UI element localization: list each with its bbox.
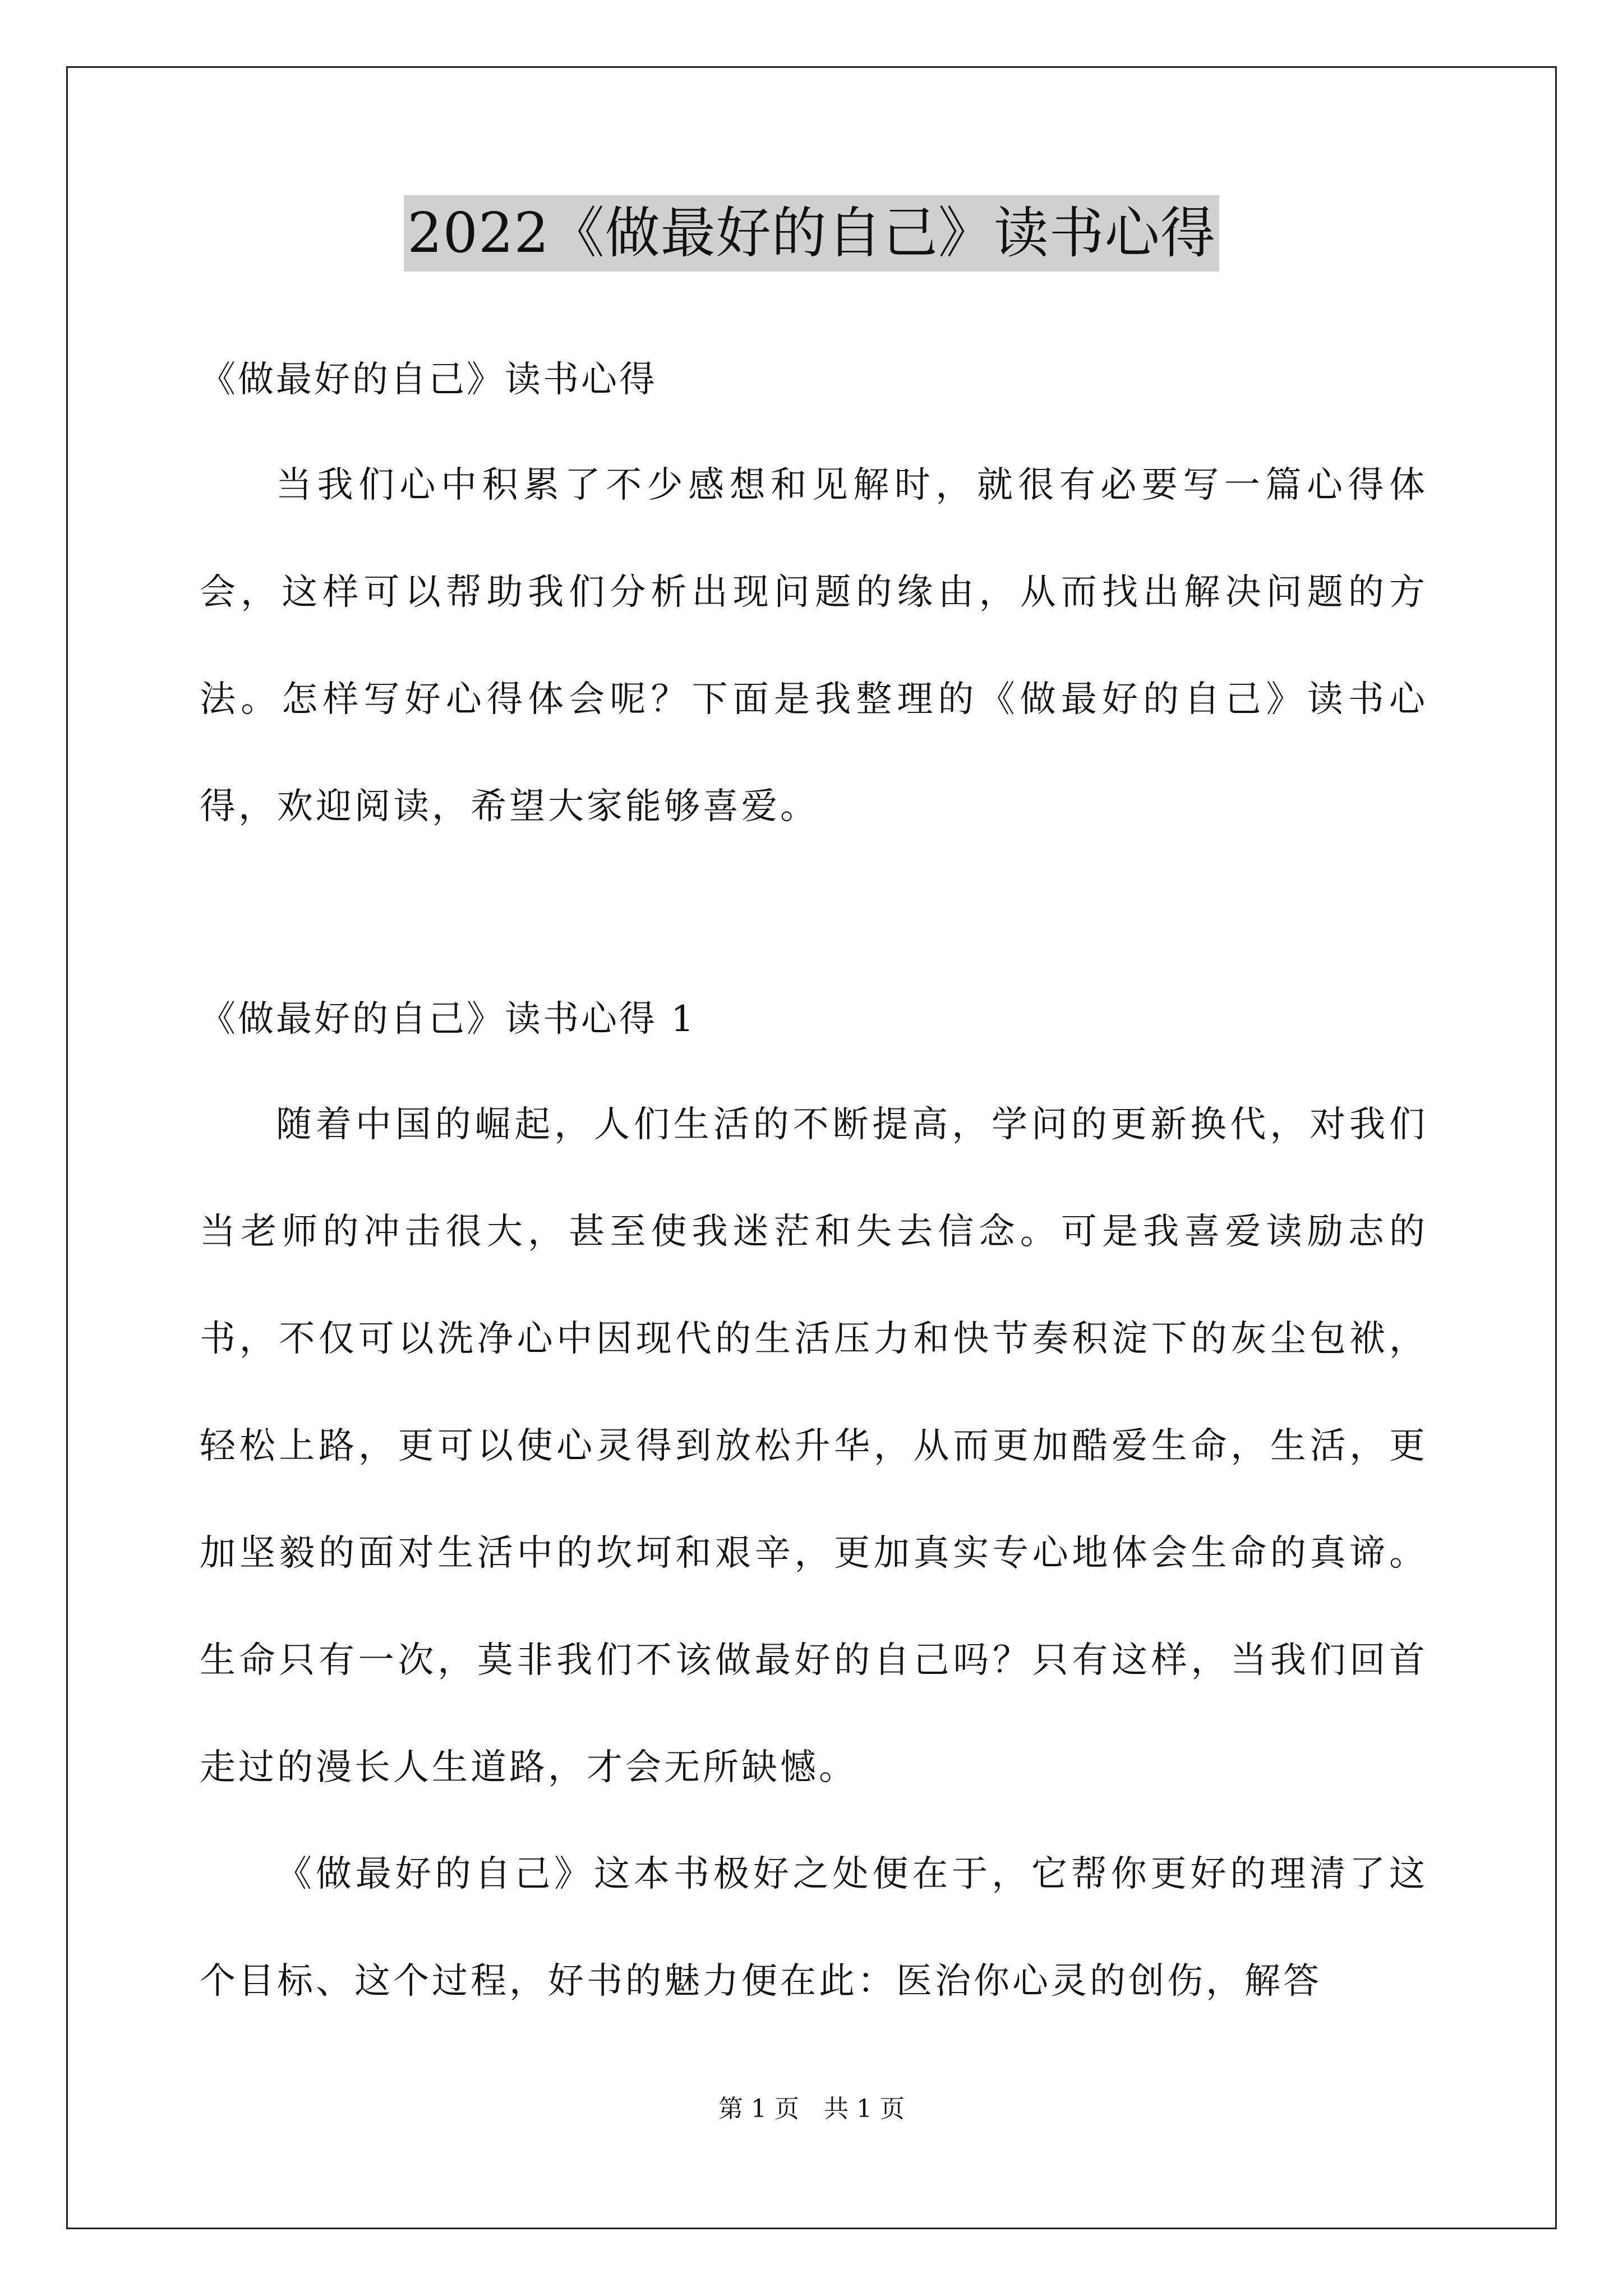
title-container: [0, 195, 1623, 272]
intro-paragraph: 当我们心中积累了不少感想和见解时，就很有必要写一篇心得体会，这样可以帮助我们分析出现问题的缘由，从而找出解决问题的方法。怎样写好心得体会呢？下面是我整理的《做最好的自己》读书心得，欢迎阅读，希望大家能够喜爱。: [200, 464, 1428, 827]
document-subtitle: 《做最好的自己》读书心得: [200, 359, 657, 401]
section-paragraph-2: 《做最好的自己》这本书极好之处便在于，它帮你更好的理清了这个目标、这个过程，好书的魅力便在此：医治你心灵的创伤，解答: [200, 1853, 1428, 2002]
page-footer: 第 1 页 共 1 页: [718, 2095, 905, 2123]
section-paragraph-1: 随着中国的崛起，人们生活的不断提高，学问的更新换代，对我们当老师的冲击很大，甚至使我迷茫和失去信念。可是我喜爱读励志的书，不仅可以洗净心中因现代的生活压力和快节奏积淀下的灰尘包袱，轻松上路，更可以使心灵得到放松升华，从而更加酷爱生命，生活，更加坚毅的面对生活中的坎坷和艰辛，更加真实专心地体会生命的真谛。生命只有一次，莫非我们不该做最好的自己吗？只有这样，当我们回首走过的漫长人生道路，才会无所缺憾。: [200, 1104, 1428, 1788]
section-heading: 《做最好的自己》读书心得 1: [200, 999, 697, 1040]
document-title: 2022《做最好的自己》读书心得: [404, 195, 1219, 272]
